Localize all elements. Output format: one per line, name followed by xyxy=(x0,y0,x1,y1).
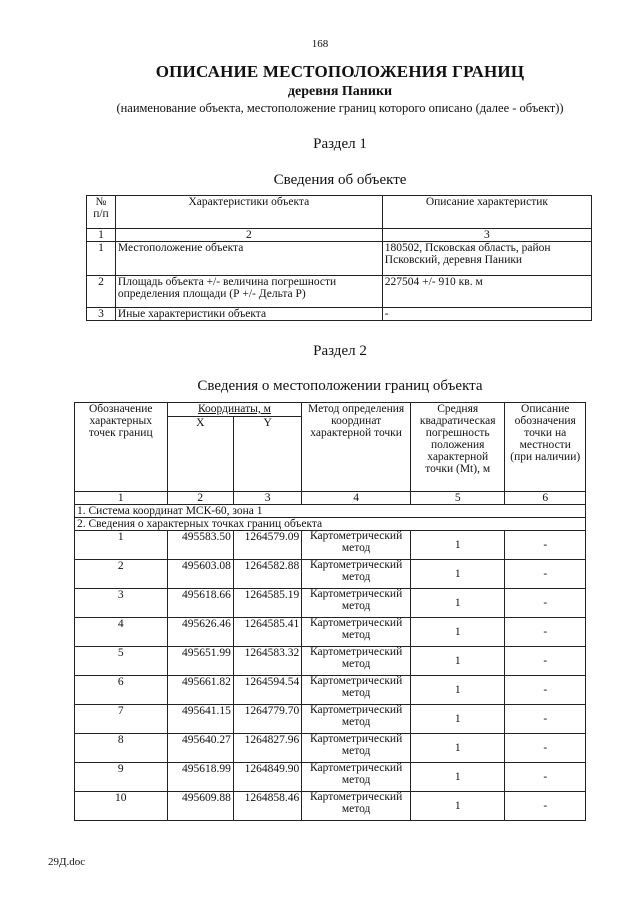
point-x: 495583.50 xyxy=(167,531,233,560)
point-description: - xyxy=(505,647,586,676)
point-number: 5 xyxy=(75,647,168,676)
point-description: - xyxy=(505,734,586,763)
header-method: Метод определения координат характерной точки xyxy=(302,403,411,492)
table-index-row xyxy=(75,492,586,505)
point-method: Картометрический метод xyxy=(302,560,411,589)
point-y: 1264583.32 xyxy=(233,647,301,676)
point-x: 495640.27 xyxy=(167,734,233,763)
point-x: 495609.88 xyxy=(167,792,233,821)
point-number: 10 xyxy=(75,792,168,821)
point-number: 7 xyxy=(75,705,168,734)
point-number: 6 xyxy=(75,676,168,705)
coordinate-system: 1. Система координат МСК-60, зона 1 xyxy=(75,505,586,518)
row-characteristic: Местоположение объекта xyxy=(115,242,382,276)
header-num: № п/п xyxy=(87,196,116,229)
point-y: 1264579.09 xyxy=(233,531,301,560)
point-x: 495641.15 xyxy=(167,705,233,734)
point-error: 1 xyxy=(410,647,505,676)
object-info-table xyxy=(86,195,592,321)
system-row xyxy=(75,505,586,518)
index-cell: 3 xyxy=(233,492,301,505)
point-y: 1264779.70 xyxy=(233,705,301,734)
section-2-caption: Сведения о местоположении границ объекта xyxy=(197,378,483,394)
row-characteristic: Площадь объекта +/- величина погрешности определения площади (Р +/- Дельта Р) xyxy=(115,276,382,308)
header-description: Описание обозначения точки на местности (при наличии) xyxy=(505,403,586,492)
row-description: 180502, Псковская область, район Псковский, деревня Паники xyxy=(382,242,591,276)
point-y: 1264594.54 xyxy=(233,676,301,705)
point-method: Картометрический метод xyxy=(302,676,411,705)
row-description: - xyxy=(382,308,591,321)
point-method: Картометрический метод xyxy=(302,531,411,560)
index-cell: 4 xyxy=(302,492,411,505)
document-subtitle: деревня Паники xyxy=(287,84,393,99)
index-cell: 1 xyxy=(87,229,116,242)
point-error: 1 xyxy=(410,792,505,821)
point-error: 1 xyxy=(410,676,505,705)
points-heading-row xyxy=(75,518,586,531)
point-method: Картометрический метод xyxy=(302,705,411,734)
table-index-row xyxy=(87,229,592,242)
point-x: 495618.99 xyxy=(167,763,233,792)
index-cell: 5 xyxy=(410,492,505,505)
row-description: 227504 +/- 910 кв. м xyxy=(382,276,591,308)
table-row xyxy=(75,618,586,647)
point-description: - xyxy=(505,705,586,734)
boundary-points-table xyxy=(74,402,586,821)
point-error: 1 xyxy=(410,734,505,763)
header-error: Средняя квадратическая погрешность положения характерной точки (Mt), м xyxy=(410,403,505,492)
point-method: Картометрический метод xyxy=(302,618,411,647)
table-row xyxy=(75,589,586,618)
point-description: - xyxy=(505,763,586,792)
document-title: ОПИСАНИЕ МЕСТОПОЛОЖЕНИЯ ГРАНИЦ xyxy=(155,62,525,81)
table-row xyxy=(87,242,592,276)
table-row xyxy=(75,705,586,734)
table-row xyxy=(75,792,586,821)
section-1-heading: Раздел 1 xyxy=(313,136,367,152)
point-x: 495651.99 xyxy=(167,647,233,676)
point-y: 1264585.19 xyxy=(233,589,301,618)
header-coordinates xyxy=(167,403,302,417)
header-x: X xyxy=(167,417,233,492)
table-row xyxy=(87,308,592,321)
point-y: 1264582.88 xyxy=(233,560,301,589)
point-x: 495626.46 xyxy=(167,618,233,647)
table-header-row xyxy=(75,403,586,417)
table-row xyxy=(75,763,586,792)
point-method: Картометрический метод xyxy=(302,763,411,792)
index-cell: 2 xyxy=(167,492,233,505)
point-number: 9 xyxy=(75,763,168,792)
section-1-caption: Сведения об объекте xyxy=(273,172,407,188)
point-error: 1 xyxy=(410,618,505,647)
table-row xyxy=(75,676,586,705)
footer-filename: 29Д.doc xyxy=(48,856,86,868)
point-number: 3 xyxy=(75,589,168,618)
point-error: 1 xyxy=(410,589,505,618)
index-cell: 3 xyxy=(382,229,591,242)
table-row xyxy=(75,531,586,560)
page-number: 168 xyxy=(311,38,329,50)
point-method: Картометрический метод xyxy=(302,792,411,821)
point-error: 1 xyxy=(410,560,505,589)
point-y: 1264849.90 xyxy=(233,763,301,792)
point-description: - xyxy=(505,589,586,618)
point-y: 1264585.41 xyxy=(233,618,301,647)
point-x: 495618.66 xyxy=(167,589,233,618)
row-num: 2 xyxy=(87,276,116,308)
document-note: (наименование объекта, местоположение границ которого описано (далее - объект)) xyxy=(116,101,564,115)
index-cell: 2 xyxy=(115,229,382,242)
point-y: 1264858.46 xyxy=(233,792,301,821)
point-x: 495603.08 xyxy=(167,560,233,589)
header-point: Обозначение характерных точек границ xyxy=(75,403,168,492)
point-description: - xyxy=(505,676,586,705)
section-2-heading: Раздел 2 xyxy=(313,343,367,359)
points-heading: 2. Сведения о характерных точках границ объекта xyxy=(75,518,586,531)
point-error: 1 xyxy=(410,763,505,792)
point-method: Картометрический метод xyxy=(302,734,411,763)
point-method: Картометрический метод xyxy=(302,589,411,618)
point-number: 4 xyxy=(75,618,168,647)
header-description: Описание характеристик xyxy=(382,196,591,229)
table-row xyxy=(75,560,586,589)
index-cell: 6 xyxy=(505,492,586,505)
row-characteristic: Иные характеристики объекта xyxy=(115,308,382,321)
point-number: 1 xyxy=(75,531,168,560)
point-number: 8 xyxy=(75,734,168,763)
row-num: 1 xyxy=(87,242,116,276)
point-error: 1 xyxy=(410,531,505,560)
point-x: 495661.82 xyxy=(167,676,233,705)
row-num: 3 xyxy=(87,308,116,321)
table-header-row xyxy=(87,196,592,229)
table-row xyxy=(87,276,592,308)
table-row xyxy=(75,734,586,763)
header-characteristics: Характеристики объекта xyxy=(115,196,382,229)
point-description: - xyxy=(505,618,586,647)
point-method: Картометрический метод xyxy=(302,647,411,676)
index-cell: 1 xyxy=(75,492,168,505)
point-description: - xyxy=(505,531,586,560)
point-description: - xyxy=(505,792,586,821)
points-body xyxy=(75,531,586,821)
point-error: 1 xyxy=(410,705,505,734)
point-number: 2 xyxy=(75,560,168,589)
point-description: - xyxy=(505,560,586,589)
point-y: 1264827.96 xyxy=(233,734,301,763)
header-y: Y xyxy=(233,417,301,492)
header-coordinates-label: Координаты, м xyxy=(197,403,271,415)
table-row xyxy=(75,647,586,676)
